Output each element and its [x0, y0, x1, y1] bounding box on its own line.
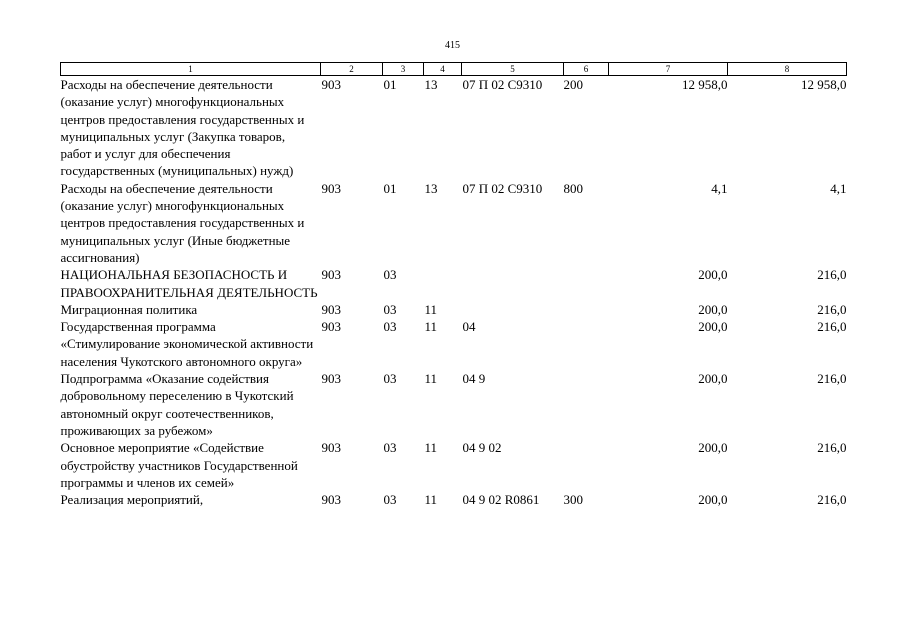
row-amount-year1: 12 958,0: [682, 77, 728, 92]
row-name: Расходы на обеспечение деятельности (оказание услуг) многофункциональных центров предоставления государственных и муниципальных услуг (Закупка товаров, работ и услуг для обеспечения государственных (муниципальных) нужд): [60, 77, 305, 179]
row-amount-year2: 216,0: [817, 267, 847, 283]
row-target-article: 07 П 02 С9310: [462, 180, 543, 196]
row-amount-year2: 216,0: [817, 371, 847, 387]
row-ministry-code: 903: [321, 267, 341, 283]
row-ministry-code: 903: [321, 301, 341, 317]
row-subsection-code: 13: [424, 180, 438, 196]
header-col-6: 6: [564, 63, 609, 76]
row-amount-year2: 216,0: [817, 440, 847, 456]
header-col-3: 3: [383, 63, 424, 76]
header-col-8: 8: [728, 63, 847, 76]
table-row: [61, 76, 847, 180]
row-amount-year2: 216,0: [817, 492, 847, 508]
row-target-article: 07 П 02 С9310: [462, 77, 543, 92]
table-row: [61, 491, 847, 508]
row-amount-year1: 200,0: [698, 371, 728, 387]
row-ministry-code: 903: [321, 180, 341, 196]
row-expense-type: [564, 439, 609, 491]
row-target-article: 04 9 02 R0861: [462, 492, 540, 508]
row-amount-year2: 12 958,0: [801, 77, 847, 92]
row-expense-type: 800: [563, 180, 583, 196]
table-row: [61, 439, 847, 491]
row-subsection-code: 11: [424, 319, 438, 335]
row-expense-type: [564, 370, 609, 439]
row-expense-type: 300: [563, 492, 583, 508]
table-row: [61, 180, 847, 266]
row-amount-year2: 216,0: [817, 301, 847, 317]
table-row: [61, 301, 847, 318]
row-section-code: 03: [383, 301, 397, 317]
row-amount-year1: 4,1: [711, 180, 728, 196]
row-ministry-code: 903: [321, 440, 341, 456]
row-section-code: 03: [383, 492, 397, 508]
row-ministry-code: 903: [321, 492, 341, 508]
row-ministry-code: 903: [321, 77, 341, 92]
header-col-2: 2: [321, 63, 383, 76]
row-expense-type: [564, 301, 609, 318]
header-col-7: 7: [609, 63, 728, 76]
row-amount-year1: 200,0: [698, 440, 728, 456]
row-amount-year1: 200,0: [698, 267, 728, 283]
row-name: Основное мероприятие «Содействие обустройству участников Государственной программы и членов их семей»: [60, 440, 298, 490]
budget-table: [60, 62, 847, 508]
row-section-code: 03: [383, 371, 397, 387]
row-amount-year2: 4,1: [830, 180, 847, 196]
table-row: [61, 266, 847, 301]
row-section-code: 03: [383, 319, 397, 335]
row-target-article: [462, 301, 564, 318]
row-name: НАЦИОНАЛЬНАЯ БЕЗОПАСНОСТЬ И ПРАВООХРАНИТЕЛЬНАЯ ДЕЯТЕЛЬНОСТЬ: [60, 267, 318, 300]
row-amount-year1: 200,0: [698, 319, 728, 335]
row-amount-year1: 200,0: [698, 492, 728, 508]
row-expense-type: [564, 318, 609, 370]
header-row: [61, 63, 847, 76]
row-expense-type: [564, 266, 609, 301]
header-col-4: 4: [424, 63, 462, 76]
row-subsection-code: 11: [424, 301, 438, 317]
row-name: Реализация мероприятий,: [60, 492, 204, 508]
table-body: [61, 76, 847, 509]
row-name: Подпрограмма «Оказание содействия добровольному переселению в Чукотский автономный округ соотечественников, проживающих за рубежом»: [60, 371, 294, 438]
table-header: [61, 63, 847, 76]
table-row: [61, 318, 847, 370]
row-expense-type: 200: [563, 77, 583, 92]
header-col-5: 5: [462, 63, 564, 76]
row-target-article: 04 9 02: [462, 440, 502, 456]
row-section-code: 03: [383, 267, 397, 283]
row-ministry-code: 903: [321, 319, 341, 335]
row-subsection-code: 11: [424, 492, 438, 508]
row-subsection-code: 11: [424, 440, 438, 456]
row-name: Расходы на обеспечение деятельности (оказание услуг) многофункциональных центров предоставления государственных и муниципальных услуг (Иные бюджетные ассигнования): [60, 180, 305, 265]
row-ministry-code: 903: [321, 371, 341, 387]
row-target-article: 04: [462, 319, 476, 335]
row-target-article: 04 9: [462, 371, 486, 387]
row-amount-year2: 216,0: [817, 319, 847, 335]
row-subsection-code: 13: [424, 77, 438, 92]
row-name: Государственная программа «Стимулирование экономической активности населения Чукотского автономного округа»: [60, 319, 314, 369]
row-section-code: 01: [383, 77, 397, 92]
header-col-1: 1: [61, 63, 321, 76]
row-amount-year1: 200,0: [698, 301, 728, 317]
row-name: Миграционная политика: [60, 301, 198, 317]
row-target-article: [462, 266, 564, 301]
row-section-code: 01: [383, 180, 397, 196]
page-number: 415: [445, 40, 460, 51]
row-section-code: 03: [383, 440, 397, 456]
row-subsection-code: [424, 266, 462, 301]
table-row: [61, 370, 847, 439]
row-subsection-code: 11: [424, 371, 438, 387]
